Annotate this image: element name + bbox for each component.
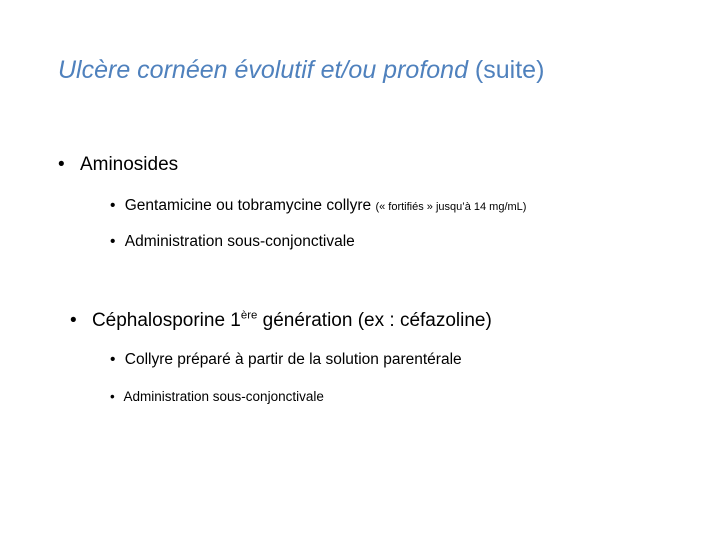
bullet-icon: •: [110, 351, 116, 368]
slide-title-suffix: (suite): [467, 56, 545, 84]
bullet-icon: •: [110, 197, 116, 214]
list-item-label: Aminosides: [79, 154, 179, 175]
sub-item-note: (« fortifiés » jusqu’à 14 mg/mL): [375, 201, 527, 213]
list-item-cephalosporine: [70, 310, 492, 332]
sub-item-collyre: [110, 351, 462, 369]
slide-title: [58, 56, 544, 85]
bullet-icon: •: [58, 154, 65, 175]
bullet-icon: •: [110, 233, 116, 250]
slide-title-main: Ulcère cornéen évolutif et/ou profond: [58, 56, 468, 84]
list-item-label: [92, 310, 492, 331]
sub-item-gentamicine: [110, 197, 526, 215]
sub-item-label: Administration sous-conjonctivale: [123, 389, 324, 404]
bullet-icon: •: [110, 389, 115, 404]
list-item-aminosides: [58, 154, 178, 176]
list-item-superscript: ère: [240, 309, 258, 322]
bullet-icon: •: [70, 310, 77, 331]
sub-item-label: Administration sous-conjonctivale: [124, 233, 355, 250]
list-item-label-start: Céphalosporine 1: [91, 310, 241, 331]
sub-item-label: Gentamicine ou tobramycine collyre: [124, 197, 376, 214]
sub-item-administration-2: [110, 389, 324, 404]
sub-item-label: Collyre préparé à partir de la solution parentérale: [124, 351, 462, 368]
sub-item-administration-1: [110, 233, 355, 251]
list-item-label-end: génération (ex : céfazoline): [257, 310, 492, 331]
